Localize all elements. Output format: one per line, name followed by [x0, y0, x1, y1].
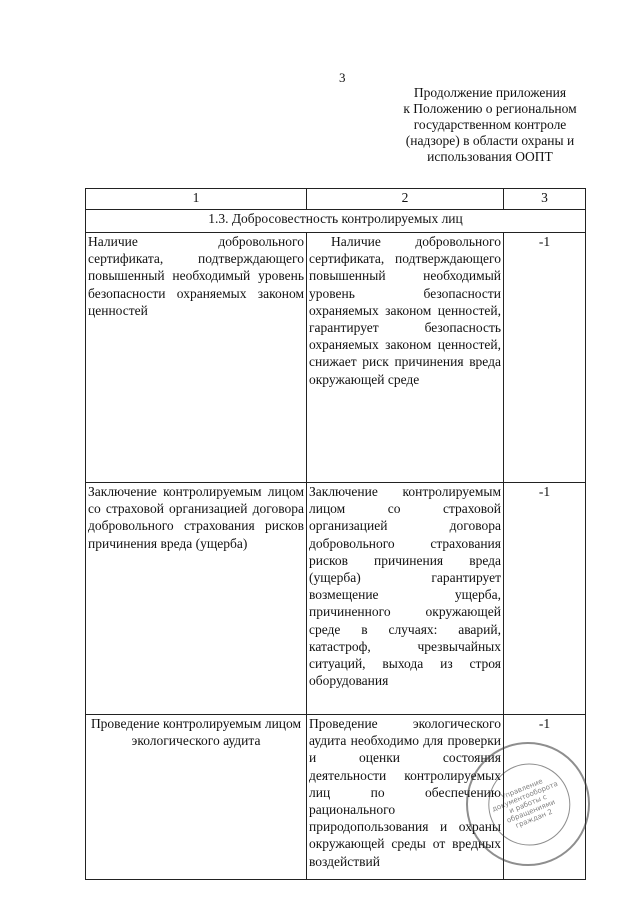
- table-header-row: [86, 189, 586, 210]
- header-line: (надзоре) в области охраны и: [405, 133, 575, 148]
- points-cell: -1: [504, 233, 586, 483]
- justification-cell: Проведение экологического аудита необходимо для проверки и оценки состояния деятельности контролируемых лиц по обеспечению рационального природопользования и охраны окружающей среды от вредных воздействий: [307, 715, 504, 880]
- column-header: 2: [307, 189, 504, 210]
- section-title: 1.3. Добросовестность контролируемых лиц: [86, 210, 586, 233]
- criterion-cell: Проведение контролируемым лицом экологического аудита: [86, 715, 307, 880]
- justification-cell: Заключение контролируемым лицом со страховой организацией договора добровольного страхования рисков причинения вреда (ущерба) гарантирует возмещение ущерба, причиненного окружающей среде в случаях: аварий, катастроф, чрезвычайных ситуаций, выхода из строя оборудования: [307, 483, 504, 715]
- page-number: 3: [339, 70, 346, 85]
- header-line: к Положению о региональном: [403, 101, 577, 116]
- header-line: государственном контроле: [413, 117, 567, 132]
- justification-cell: Наличие добровольного сертификата, подтверждающего повышенный необходимый уровень безопасности охраняемых законом ценностей, гарантирует безопасность охраняемых законом ценностей, снижает риск причинения вреда окружающей среде: [307, 233, 504, 483]
- criterion-cell: Наличие добровольного сертификата, подтверждающего повышенный необходимый уровень безопасности охраняемых законом ценностей: [86, 233, 307, 483]
- points-cell: -1: [504, 715, 586, 880]
- appendix-header: [370, 85, 610, 165]
- points-cell: -1: [504, 483, 586, 715]
- header-line: Продолжение приложения: [413, 85, 567, 100]
- header-line: использования ООПТ: [427, 149, 553, 164]
- column-header: 3: [504, 189, 586, 210]
- column-header: 1: [86, 189, 307, 210]
- table-row: [86, 483, 586, 715]
- section-row: [86, 210, 586, 233]
- criterion-cell: Заключение контролируемым лицом со страховой организацией договора добровольного страхования рисков причинения вреда (ущерба): [86, 483, 307, 715]
- stamp-text: Управление документооборота и работы с обращениями граждан 2: [491, 777, 559, 830]
- table-row: [86, 233, 586, 483]
